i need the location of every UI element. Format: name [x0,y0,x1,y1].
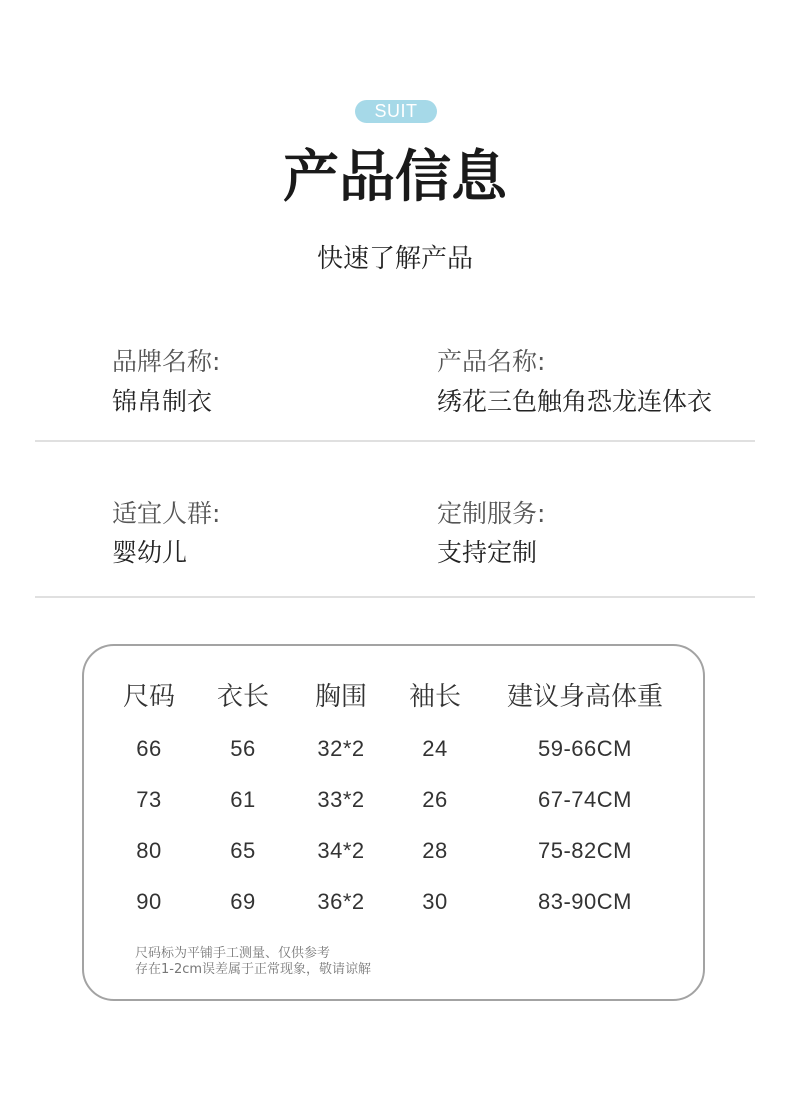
chest-header: 胸围 [314,682,367,712]
table-cell: 67-74CM [538,787,632,812]
table-cell: 34*2 [317,838,365,863]
table-cell: 61 [230,787,256,812]
length-header: 衣长 [216,682,269,712]
brand-label: 品牌名称: [112,347,221,376]
product-name-value: 绣花三色触角恐龙连体衣 [437,387,713,416]
recommended-height-header: 建议身高体重 [506,682,663,712]
table-cell: 24 [422,736,448,761]
table-cell: 69 [230,889,256,914]
tolerance-note: 存在1-2cm误差属于正常现象，敬请谅解 [135,962,372,977]
table-cell: 30 [422,889,448,914]
customization-value: 支持定制 [437,538,538,567]
suit-badge [355,100,437,123]
table-cell: 28 [422,838,448,863]
table-cell: 32*2 [317,736,365,761]
size-header: 尺码 [122,682,175,712]
badge-label: SUIT [374,101,418,121]
measurement-note: 尺码标为平铺手工测量、仅供参考 [135,946,331,961]
product-name-label: 产品名称: [437,347,546,376]
table-cell: 59-66CM [538,736,632,761]
divider [35,596,755,598]
table-cell: 90 [136,889,162,914]
page-subtitle: 快速了解产品 [316,244,473,274]
table-cell: 26 [422,787,448,812]
audience-label: 适宜人群: [112,499,221,528]
table-cell: 75-82CM [538,838,632,863]
table-cell: 65 [230,838,256,863]
table-cell: 36*2 [317,889,365,914]
table-cell: 56 [230,736,256,761]
sleeve-header: 袖长 [408,682,461,712]
customization-label: 定制服务: [437,499,546,528]
table-cell: 83-90CM [538,889,632,914]
brand-value: 锦帛制衣 [112,387,213,416]
size-chart-box [82,644,705,1001]
table-cell: 80 [136,838,162,863]
page-title: 产品信息 [283,145,507,210]
table-cell: 33*2 [317,787,365,812]
table-cell: 73 [136,787,162,812]
audience-value: 婴幼儿 [112,538,188,567]
divider [35,440,755,442]
table-cell: 66 [136,736,162,761]
